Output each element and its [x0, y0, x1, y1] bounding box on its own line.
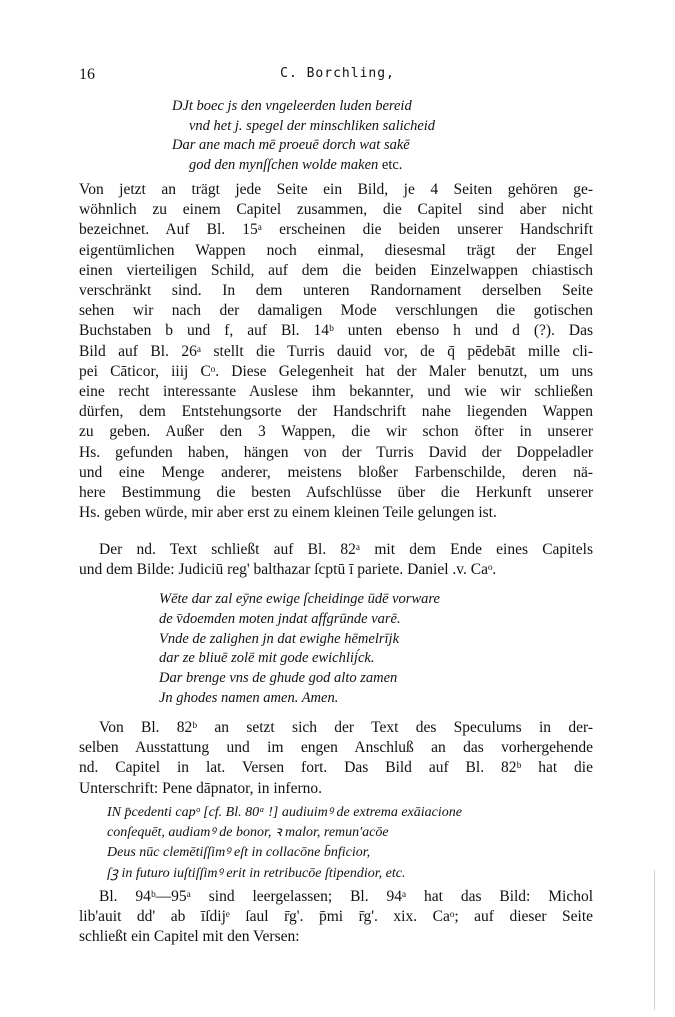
text-line: eigentümlichen Wappen noch einmal, diesesmal trägt der Engel — [79, 241, 593, 259]
verse-line: ſꝫ in futuro iuſtiſſimꝰ erit in retribucōe ſtipendior, etc. — [107, 865, 406, 881]
text-line: Bl. 94ᵇ—95ᵃ sind leergelassen; Bl. 94ᵃ hat das Bild: Michol — [99, 888, 593, 905]
text-line: schließt ein Capitel mit den Versen: — [79, 928, 300, 946]
verse-tail: etc. — [381, 156, 403, 173]
verse-line: IN p̄cedenti capᵒ [cf. Bl. 80ᵃ !] audiuimꝰ de extrema exāiacione — [107, 805, 462, 820]
text-line: verschränkt sind. In dem unteren Randornament derselben Seite — [79, 282, 593, 300]
running-head: C. Borchling, — [280, 66, 395, 81]
text-line: Von jetzt an trägt jede Seite ein Bild, je 4 Seiten gehören ge- — [79, 181, 593, 198]
text-line: Bild auf Bl. 26ᵃ stellt die Turris dauid vor, de q̄ pēdebāt mille cli- — [79, 342, 593, 360]
text-line: Buchstaben b und f, auf Bl. 14ᵇ unten ebenso h und d (?). Das — [79, 322, 593, 340]
text-line: wöhnlich zu einem Capitel zusammen, die Capitel sind aber nicht — [79, 201, 593, 219]
verse-line: god den mynſſchen wolde maken etc. — [189, 156, 403, 173]
text-line: zu geben. Außer den 3 Wappen, die wir schon öfter in unserer — [79, 423, 593, 441]
text-line: lib'auit dd' ab īſdijᵉ ſaul r̄g'. p̄mi r̄g'. xix. Caᵒ; auf dieser Seite — [79, 908, 593, 926]
page-number: 16 — [79, 66, 95, 83]
text-line: Der nd. Text schließt auf Bl. 82ᵃ mit dem Ende eines Capitels — [99, 541, 593, 558]
paragraph-3 — [79, 718, 593, 799]
text-line: Hs. gefunden haben, hängen von der Turris David der Doppeladler — [79, 443, 593, 461]
verse-line: de v̄doemden moten jndat affgrūnde varē. — [159, 610, 401, 627]
text-line: dürfen, dem Entstehungsorte der Handschrift nahe liegenden Wappen — [79, 403, 593, 421]
verse-block-3 — [107, 803, 462, 884]
text-line: und dem Bilde: Judiciū reg' balthazar ſcptū ī pariete. Daniel .v. Caᵒ. — [79, 561, 497, 579]
verse-line: Dar brenge vns de ghude god alto zamen — [159, 670, 398, 687]
paragraph-2 — [79, 540, 593, 580]
verse-line: Dar ane mach mē proeuē dorch wat sakē — [172, 137, 410, 153]
verse-line: vnd het j. spegel der minschliken salicheid — [189, 117, 436, 134]
text-line: selben Ausstattung und im engen Anschluß an das vorhergehende — [79, 739, 593, 757]
text-line: Hs. geben würde, mir aber erst zu einem kleinen Teile gelungen ist. — [79, 504, 497, 522]
verse-block-1 — [172, 97, 435, 175]
verse-line: Wēte dar zal eȳne ewige ſcheidinge ūdē vorware — [159, 591, 440, 607]
paragraph-1 — [79, 180, 593, 523]
verse-line: conſequēt, audiamꝰ de bonor, ꝛ malor, remun'acōe — [107, 825, 389, 841]
verse-block-2 — [159, 590, 440, 709]
text-line: Von Bl. 82ᵇ an setzt sich der Text des Speculums in der- — [99, 719, 593, 736]
text-line: pei Cāticor, iiij Cᵒ. Diese Gelegenheit hat der Maler benutzt, um uns — [79, 362, 593, 380]
scan-edge-mark — [654, 870, 655, 1010]
verse-line: dar ze bliuē zolē mit gode ewichlij́ck. — [159, 650, 375, 667]
verse-line: DJt boec js den vngeleerden luden bereid — [172, 98, 412, 114]
text-line: bezeichnet. Auf Bl. 15ᵃ erscheinen die beiden unserer Handschrift — [79, 221, 593, 239]
text-line: nd. Capitel in lat. Versen fort. Das Bild auf Bl. 82ᵇ hat die — [79, 759, 593, 777]
verse-line: Vnde de zalighen jn dat ewighe hēmelrījk — [159, 630, 400, 647]
verse-line: Deus nūc clemētiſſimꝰ eſt in collacōne b̄nficior, — [107, 845, 371, 861]
text-line: here Bestimmung die besten Aufschlüsse über die Herkunft unserer — [79, 484, 593, 502]
paragraph-4 — [79, 887, 593, 948]
text-line: sehen wir nach der damaligen Mode verschlungen die gotischen — [79, 302, 593, 320]
page-header — [79, 66, 596, 86]
verse-line: Jn ghodes namen amen. Amen. — [159, 689, 339, 706]
text-line: eine recht interessante Auslese ihm bekannter, und wie wir schließen — [79, 383, 593, 401]
text-line: Unterschrift: Pene dāpnator, in inferno. — [79, 779, 322, 797]
text-line: und eine Menge anderer, meistens bloßer Farbenschilde, deren nä- — [79, 463, 593, 481]
text-line: einen vierteiligen Schild, auf dem die beiden Einzelwappen chiastisch — [79, 261, 593, 279]
